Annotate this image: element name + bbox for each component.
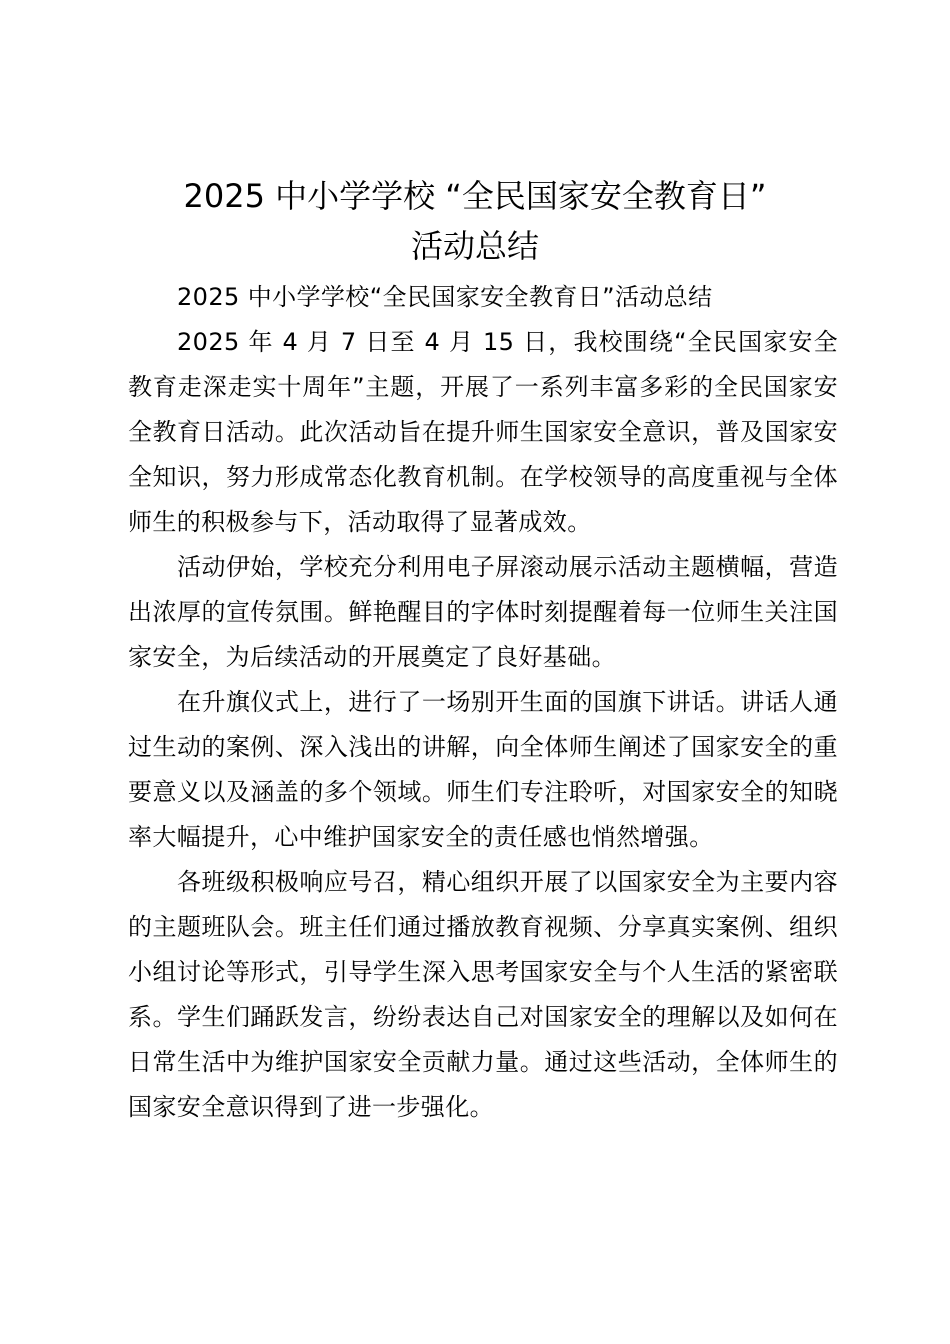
paragraph-flag-ceremony: 在升旗仪式上，进行了一场别开生面的国旗下讲话。讲话人通过生动的案例、深入浅出的讲解，向全体师生阐述了国家安全的重要意义以及涵盖的多个领域。师生们专注聆听，对国家安全的知晓率大幅提升，心中维护国家安全的责任感也悄然增强。: [128, 688, 838, 851]
paragraph-banner: 活动伊始，学校充分利用电子屏滚动展示活动主题横幅，营造出浓厚的宣传氛围。鲜艳醒目的字体时刻提醒着每一位师生关注国家安全，为后续活动的开展奠定了良好基础。: [128, 553, 838, 671]
paragraph-subtitle: 2025 中小学学校“全民国家安全教育日”活动总结: [177, 283, 713, 311]
document-body: [128, 275, 838, 1130]
document-title-line-2: 活动总结: [410, 227, 539, 265]
paragraph-class-meetings: 各班级积极响应号召，精心组织开展了以国家安全为主要内容的主题班队会。班主任们通过播放教育视频、分享真实案例、组织小组讨论等形式，引导学生深入思考国家安全与个人生活的紧密联系。学生们踊跃发言，纷纷表达自己对国家安全的理解以及如何在日常生活中为维护国家安全贡献力量。通过这些活动，全体师生的国家安全意识得到了进一步强化。: [128, 868, 838, 1121]
document-title-line-1: 2025 中小学学校 “全民国家安全教育日”: [183, 177, 767, 215]
paragraph-intro: 2025 年 4 月 7 日至 4 月 15 日，我校围绕“全民国家安全教育走深走实十周年”主题，开展了一系列丰富多彩的全民国家安全教育日活动。此次活动旨在提升师生国家安全意识，普及国家安全知识，努力形成常态化教育机制。在学校领导的高度重视与全体师生的积极参与下，活动取得了显著成效。: [128, 328, 838, 536]
